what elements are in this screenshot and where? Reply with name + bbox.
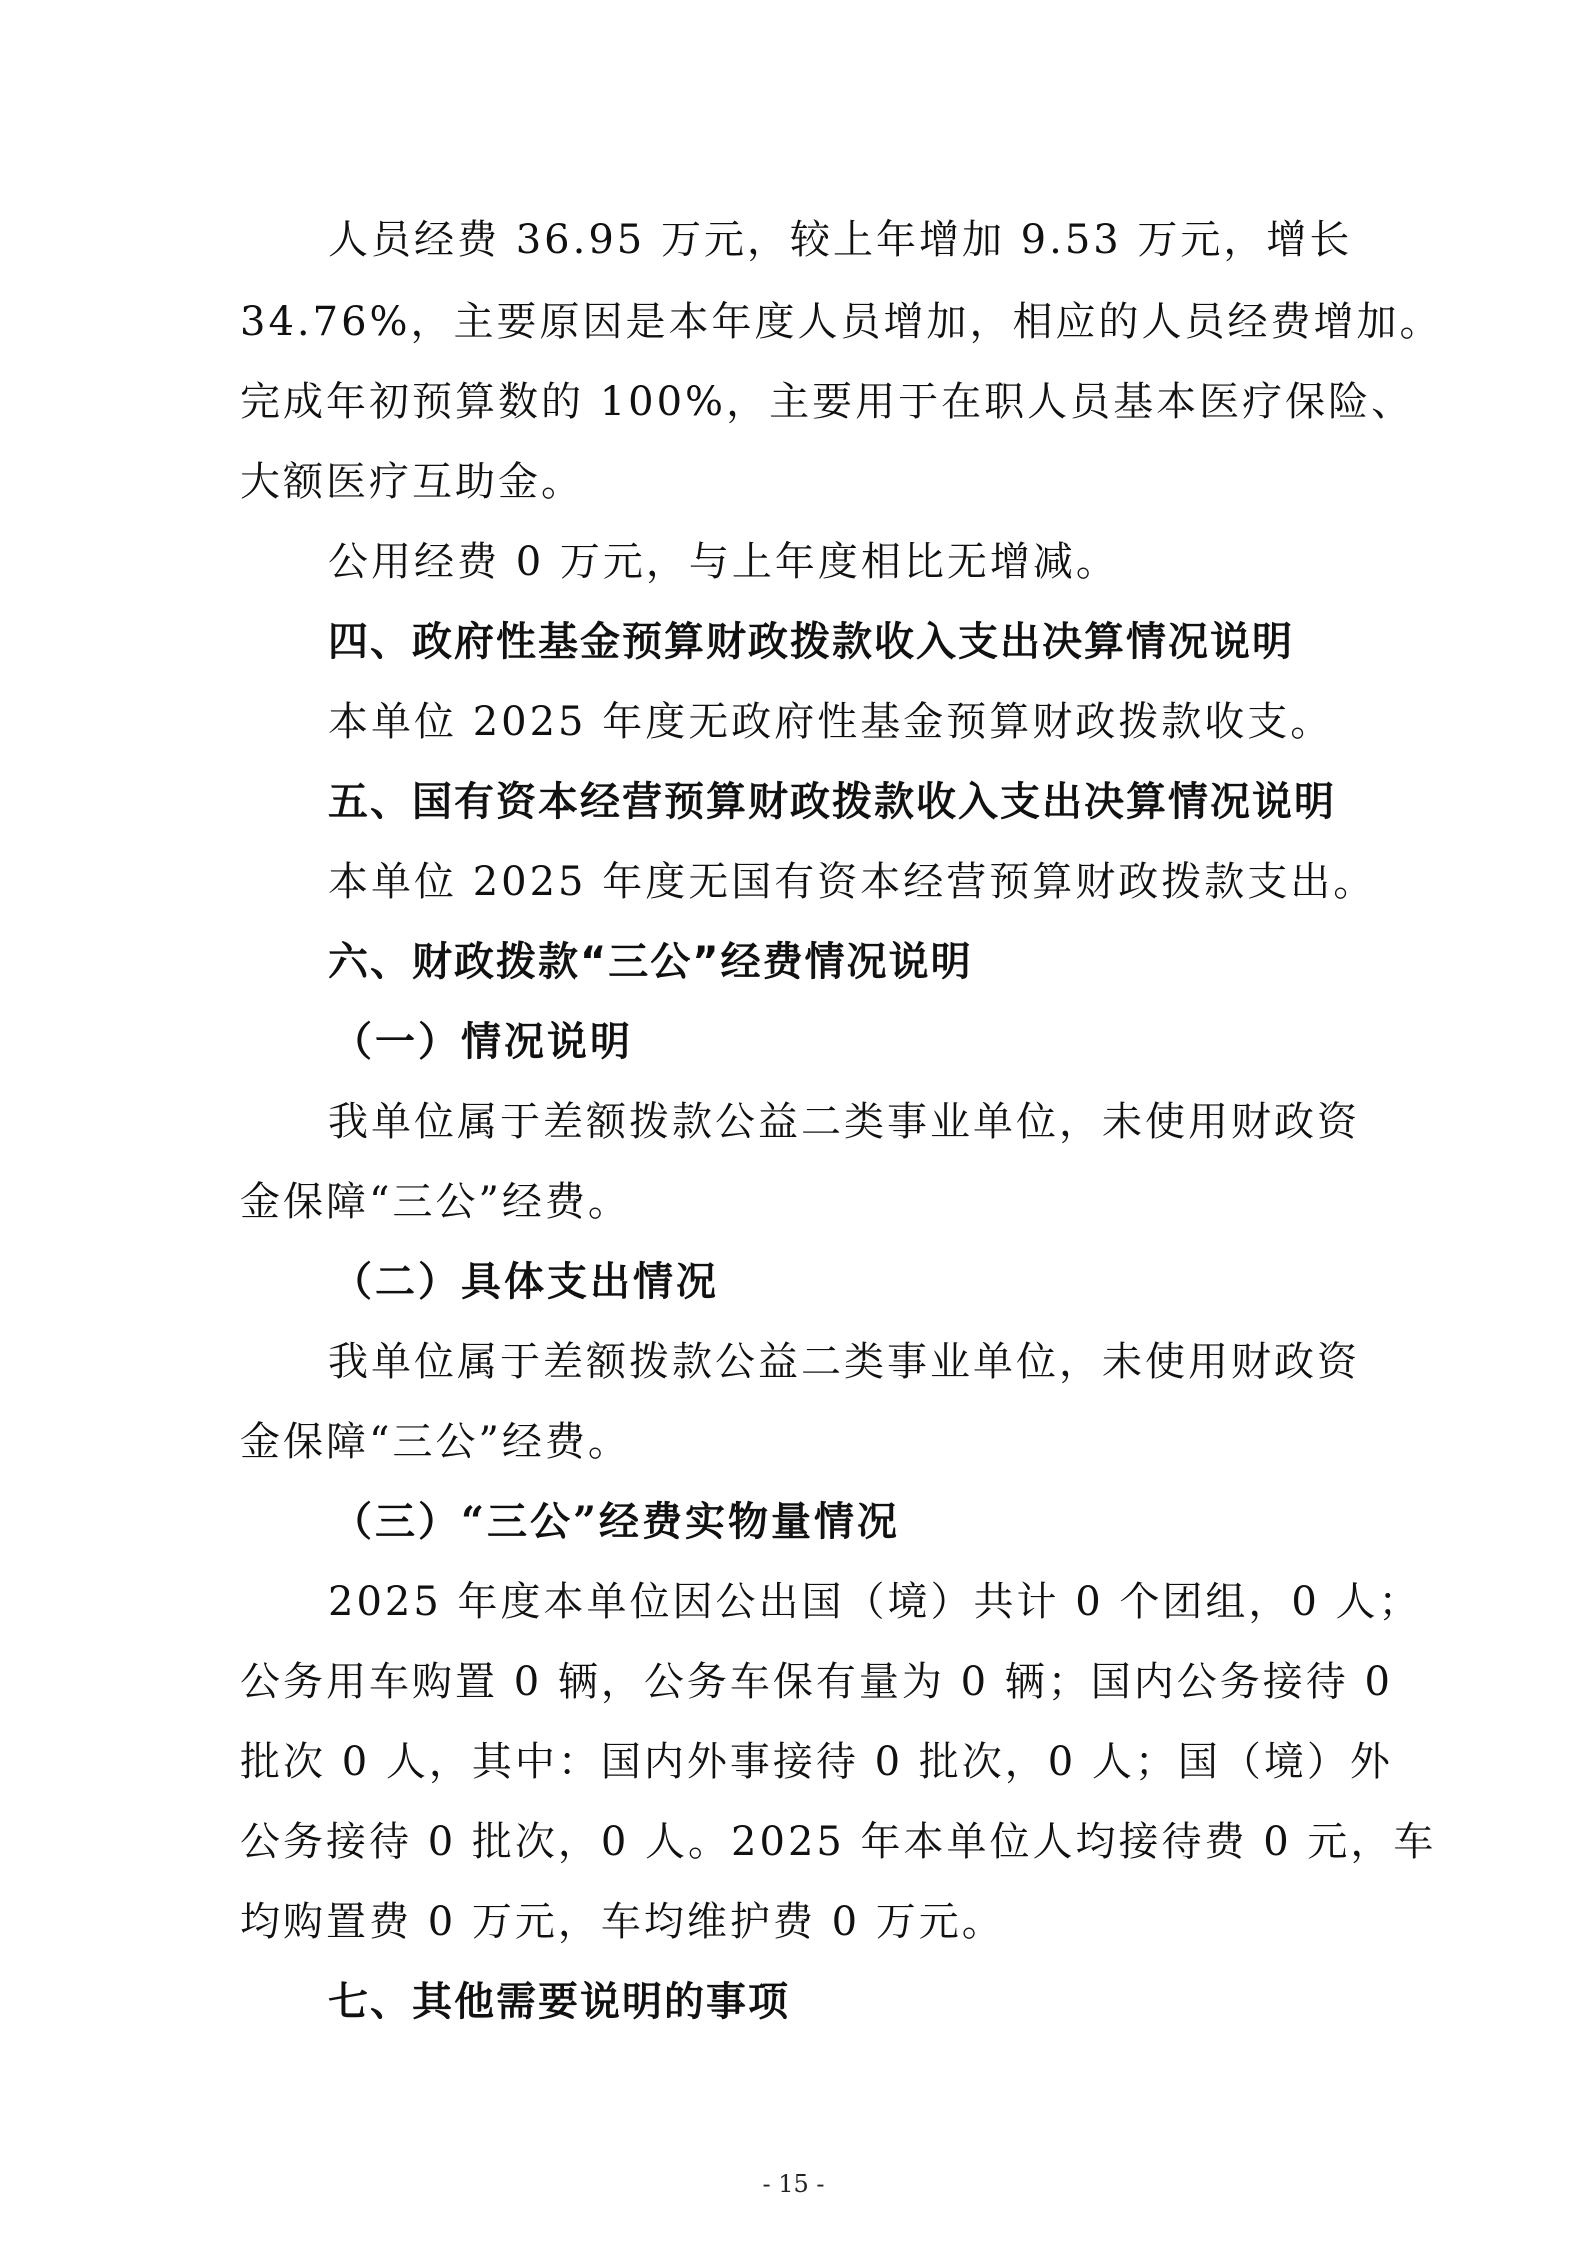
paragraph-line: 本单位 2025 年度无国有资本经营预算财政拨款支出。 [328,859,1377,905]
section-heading: 五、国有资本经营预算财政拨款收入支出决算情况说明 [328,779,1336,825]
paragraph-line: 我单位属于差额拨款公益二类事业单位，未使用财政资 [328,1339,1360,1385]
paragraph-line: 公用经费 0 万元，与上年度相比无增减。 [328,539,1119,585]
paragraph-line: 本单位 2025 年度无政府性基金预算财政拨款收支。 [328,699,1334,745]
paragraph-line: 金保障“三公”经费。 [240,1419,631,1465]
section-heading: 四、政府性基金预算财政拨款收入支出决算情况说明 [328,619,1294,665]
paragraph-line: 均购置费 0 万元，车均维护费 0 万元。 [240,1899,1005,1945]
paragraph-line: 批次 0 人，其中：国内外事接待 0 批次，0 人；国（境）外 [240,1739,1393,1785]
paragraph-line: 完成年初预算数的 100%，主要用于在职人员基本医疗保险、 [240,379,1415,425]
paragraph-line: 人员经费 36.95 万元，较上年增加 9.53 万元，增长 [328,217,1353,263]
section-heading: 六、财政拨款“三公”经费情况说明 [328,939,973,985]
page-number: - 15 - [762,2170,825,2198]
subsection-heading: （三）“三公”经费实物量情况 [332,1498,901,1545]
section-heading: 七、其他需要说明的事项 [328,1979,790,2025]
paragraph-line: 2025 年度本单位因公出国（境）共计 0 个团组，0 人； [328,1579,1422,1625]
subsection-heading: （一）情况说明 [332,1018,633,1065]
paragraph-line: 金保障“三公”经费。 [240,1179,631,1225]
paragraph-line: 公务接待 0 批次，0 人。2025 年本单位人均接待费 0 元，车 [240,1819,1437,1865]
paragraph-line: 大额医疗互助金。 [240,459,584,505]
paragraph-line: 我单位属于差额拨款公益二类事业单位，未使用财政资 [328,1099,1360,1145]
paragraph-line: 34.76%，主要原因是本年度人员增加，相应的人员经费增加。 [240,299,1443,345]
paragraph-line: 公务用车购置 0 辆，公务车保有量为 0 辆；国内公务接待 0 [240,1659,1393,1705]
subsection-heading: （二）具体支出情况 [332,1258,719,1305]
